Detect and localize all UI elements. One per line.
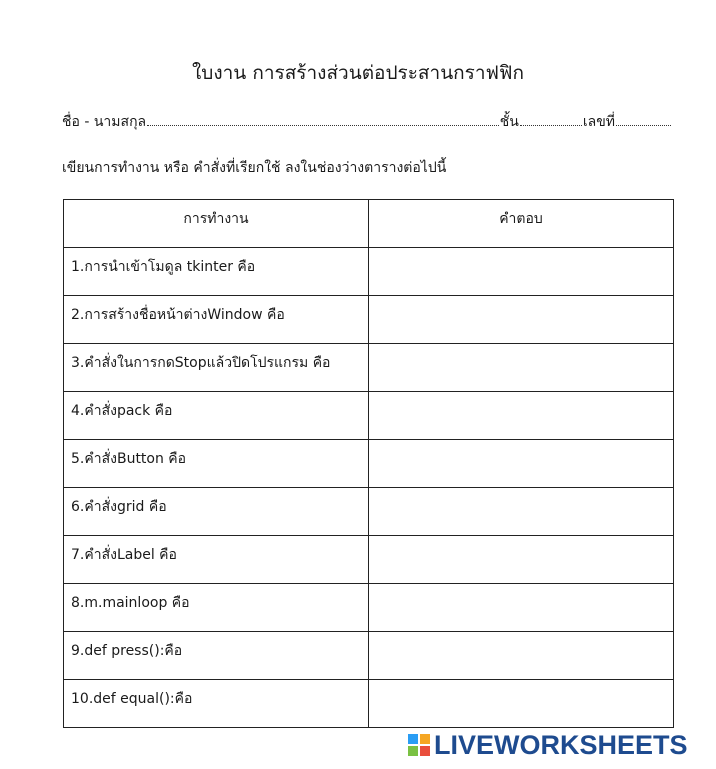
answer-cell[interactable]: [369, 584, 674, 632]
answer-cell[interactable]: [369, 248, 674, 296]
class-label: ชั้น: [499, 114, 519, 130]
answer-cell[interactable]: [369, 680, 674, 728]
question-cell: [64, 632, 369, 680]
question-text: 9.def press():คือ: [71, 643, 183, 659]
worksheet-table: [63, 199, 674, 728]
question-cell: [64, 488, 369, 536]
question-cell: [64, 536, 369, 584]
table-header-row: [64, 200, 674, 248]
question-text: 8.m.mainloop คือ: [71, 595, 190, 611]
student-info-line: [62, 111, 672, 133]
table-row: [64, 440, 674, 488]
question-text: 5.คำสั่งButton คือ: [71, 451, 187, 467]
logo-text: LIVEWORKSHEETS: [434, 729, 688, 760]
table-row: [64, 632, 674, 680]
answer-cell[interactable]: [369, 344, 674, 392]
question-cell: [64, 440, 369, 488]
question-cell: [64, 392, 369, 440]
question-cell: [64, 584, 369, 632]
table-row: [64, 296, 674, 344]
answer-cell[interactable]: [369, 440, 674, 488]
question-text: 2.การสร้างชื่อหน้าต่างWindow คือ: [71, 307, 285, 323]
question-cell: [64, 248, 369, 296]
question-text: 6.คำสั่งgrid คือ: [71, 499, 167, 515]
answer-cell[interactable]: [369, 296, 674, 344]
table-row: [64, 392, 674, 440]
question-text: 7.คำสั่งLabel คือ: [71, 547, 177, 563]
name-blank[interactable]: [147, 111, 499, 126]
question-text: 4.คำสั่งpack คือ: [71, 403, 173, 419]
question-text: 10.def equal():คือ: [71, 691, 193, 707]
answer-cell[interactable]: [369, 632, 674, 680]
column-header-answer: คำตอบ: [369, 200, 674, 248]
table-row: [64, 584, 674, 632]
column-header-task: การทำงาน: [64, 200, 369, 248]
liveworksheets-logo: [408, 730, 688, 760]
table-row: [64, 536, 674, 584]
table-row: [64, 248, 674, 296]
answer-cell[interactable]: [369, 392, 674, 440]
number-blank[interactable]: [616, 111, 671, 126]
answer-cell[interactable]: [369, 536, 674, 584]
question-text: 3.คำสั่งในการกดStopแล้วปิดโปรแกรม คือ: [71, 355, 331, 371]
table-row: [64, 488, 674, 536]
class-blank[interactable]: [520, 111, 582, 126]
worksheet-title: ใบงาน การสร้างส่วนต่อประสานกราฟฟิก: [192, 62, 524, 84]
question-cell: [64, 344, 369, 392]
answer-cell[interactable]: [369, 488, 674, 536]
name-label: ชื่อ - นามสกุล: [62, 114, 147, 130]
number-label: เลขที่: [582, 114, 615, 130]
liveworksheets-logo-icon: [408, 734, 430, 756]
instruction-text: เขียนการทำงาน หรือ คำสั่งที่เรียกใช้ ลงในช่องว่างตารางต่อไปนี้: [62, 160, 447, 176]
table-row: [64, 344, 674, 392]
table-row: [64, 680, 674, 728]
question-cell: [64, 296, 369, 344]
question-text: 1.การนำเข้าโมดูล tkinter คือ: [71, 259, 256, 275]
question-cell: [64, 680, 369, 728]
